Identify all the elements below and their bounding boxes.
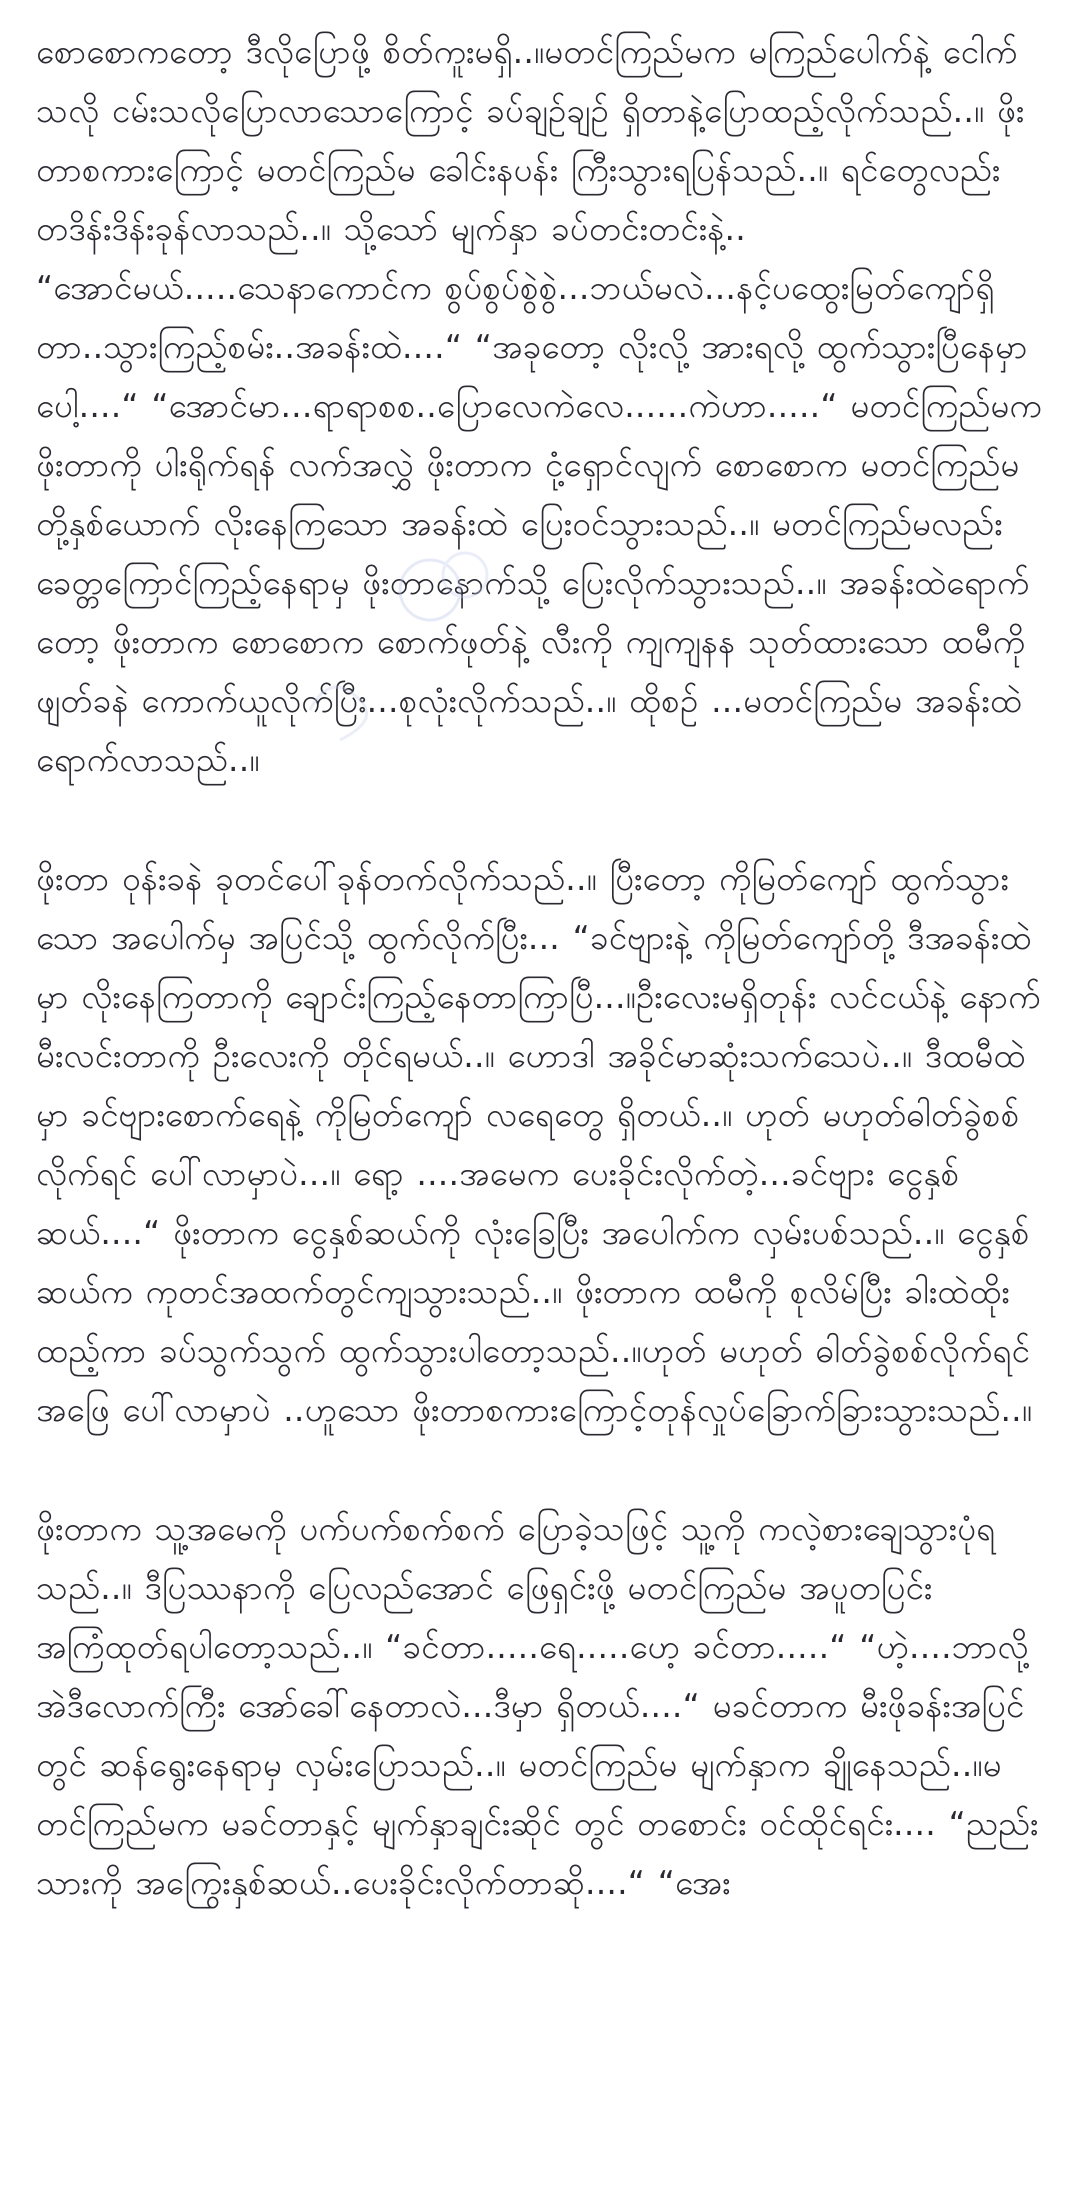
story-paragraph-1: စောစောကတော့ ဒီလိုပြောဖို့ စိတ်ကူးမရှိ..။မတင်ကြည်မက မကြည်ပေါက်နဲ့ ငေါက်သလို ငမ်းသလိုပြောလာသောကြောင့် ခပ်ချဉ်ချဉ် ရှိတာနဲ့ပြောထည့်လိုက်သည်..။ ဖိုးတာစကားကြောင့် မတင်ကြည်မ ခေါင်းနပန်း ကြီးသွားရပြန်သည်..။ ရင်တွေလည်း တဒိန်းဒိန်းခုန်လာသည်..။ သို့သော် မျက်နှာ ခပ်တင်းတင်းနဲ့.. “အောင်မယ်.....သေနာကောင်က စွပ်စွပ်စွဲစွဲ...ဘယ်မလဲ...နင့်ပထွေးမြတ်ကျော်ရှိတာ..သွားကြည့်စမ်း..အခန်းထဲ....“ “အခုတော့ လိုးလို့ အားရလို့ ထွက်သွားပြီနေမှာပေါ့....“ “အောင်မာ...ရာရာစစ..ပြောလေကဲလေ......ကဲဟာ.....“ မတင်ကြည်မက ဖိုးတာကို ပါးရိုက်ရန် လက်အလွှဲ ဖိုးတာက ငုံ့ရှောင်လျက် စောစောက မတင်ကြည်မတို့နှစ်ယောက် လိုးနေကြသော အခန်းထဲ ပြေးဝင်သွားသည်..။ မတင်ကြည်မလည်း ခေတ္တကြောင်ကြည့်နေရာမှ ဖိုးတာနောက်သို့ ပြေးလိုက်သွားသည်..။ အခန်းထဲရောက်တော့ ဖိုးတာက စောစောက စောက်ဖုတ်နဲ့ လီးကို ကျကျနန သုတ်ထားသော ထမီကို ဖျတ်ခနဲ ကောက်ယူလိုက်ပြီး...စုလုံးလိုက်သည်..။ ထိုစဉ် ...မတင်ကြည်မ အခန်းထဲ ရောက်လာသည်..။ — [36, 32, 1042, 779]
story-paragraph-3: ဖိုးတာက သူ့အမေကို ပက်ပက်စက်စက် ပြောခဲ့သဖြင့် သူ့ကို ကလဲ့စားချေသွားပုံရသည်..။ ဒီပြဿနာကို ပြေလည်အောင် ဖြေရှင်းဖို့ မတင်ကြည်မ အပူတပြင်း အကြံထုတ်ရပါတော့သည်..။ “ခင်တာ.....ရေ.....ဟေ့ ခင်တာ.....“ “ဟဲ့....ဘာလို့ အဲဒီလောက်ကြီး အော်ခေါ်နေတာလဲ...ဒီမှာ ရှိတယ်....“ မခင်တာက မီးဖိုခန်းအပြင်တွင် ဆန်ရွေးနေရာမှ လှမ်းပြောသည်..။ မတင်ကြည်မ မျက်နှာက ချိုနေသည်..။မတင်ကြည်မက မခင်တာနှင့် မျက်နှာချင်းဆိုင် တွင် တစောင်း ဝင်ထိုင်ရင်း.... “ညည်းသားကို အကြွေးနှစ်ဆယ်..ပေးခိုင်းလိုက်တာဆို....“ “အေး — [36, 1509, 1039, 1902]
story-paragraph-2: ဖိုးတာ ဝုန်းခနဲ ခုတင်ပေါ်ခုန်တက်လိုက်သည်..။ ပြီးတော့ ကိုမြတ်ကျော် ထွက်သွားသော အပေါက်မှ အပြင်သို့ ထွက်လိုက်ပြီး... “ခင်ဗျားနဲ့ ကိုမြတ်ကျော်တို့ ဒီအခန်းထဲမှာ လိုးနေကြတာကို ချောင်းကြည့်နေတာကြာပြီ...။ဦးလေးမရှိတုန်း လင်ငယ်နဲ့ နောက်မီးလင်းတာကို ဦးလေးကို တိုင်ရမယ်..။ ဟောဒါ အခိုင်မာဆုံးသက်သေပဲ..။ ဒီထမီထဲမှာ ခင်ဗျားစောက်ရေနဲ့ ကိုမြတ်ကျော် လရေတွေ ရှိတယ်..။ ဟုတ် မဟုတ်ဓါတ်ခွဲစစ်လိုက်ရင် ပေါ်လာမှာပဲ...။ ရော့ ....အမေက ပေးခိုင်းလိုက်တဲ့...ခင်ဗျား ငွေနှစ်ဆယ်....“ ဖိုးတာက ငွေနှစ်ဆယ်ကို လုံးခြေပြီး အပေါက်က လှမ်းပစ်သည်..။ ငွေနှစ်ဆယ်က ကုတင်အထက်တွင်ကျသွားသည်..။ ဖိုးတာက ထမီကို စုလိမ်ပြီး ခါးထဲထိုးထည့်ကာ ခပ်သွက်သွက် ထွက်သွားပါတော့သည်..။ဟုတ် မဟုတ် ဓါတ်ခွဲစစ်လိုက်ရင် အဖြေ ပေါ်လာမှာပဲ ..ဟူသော ဖိုးတာစကားကြောင့်တုန်လှုပ်ခြောက်ခြားသွားသည်..။ — [36, 859, 1041, 1429]
